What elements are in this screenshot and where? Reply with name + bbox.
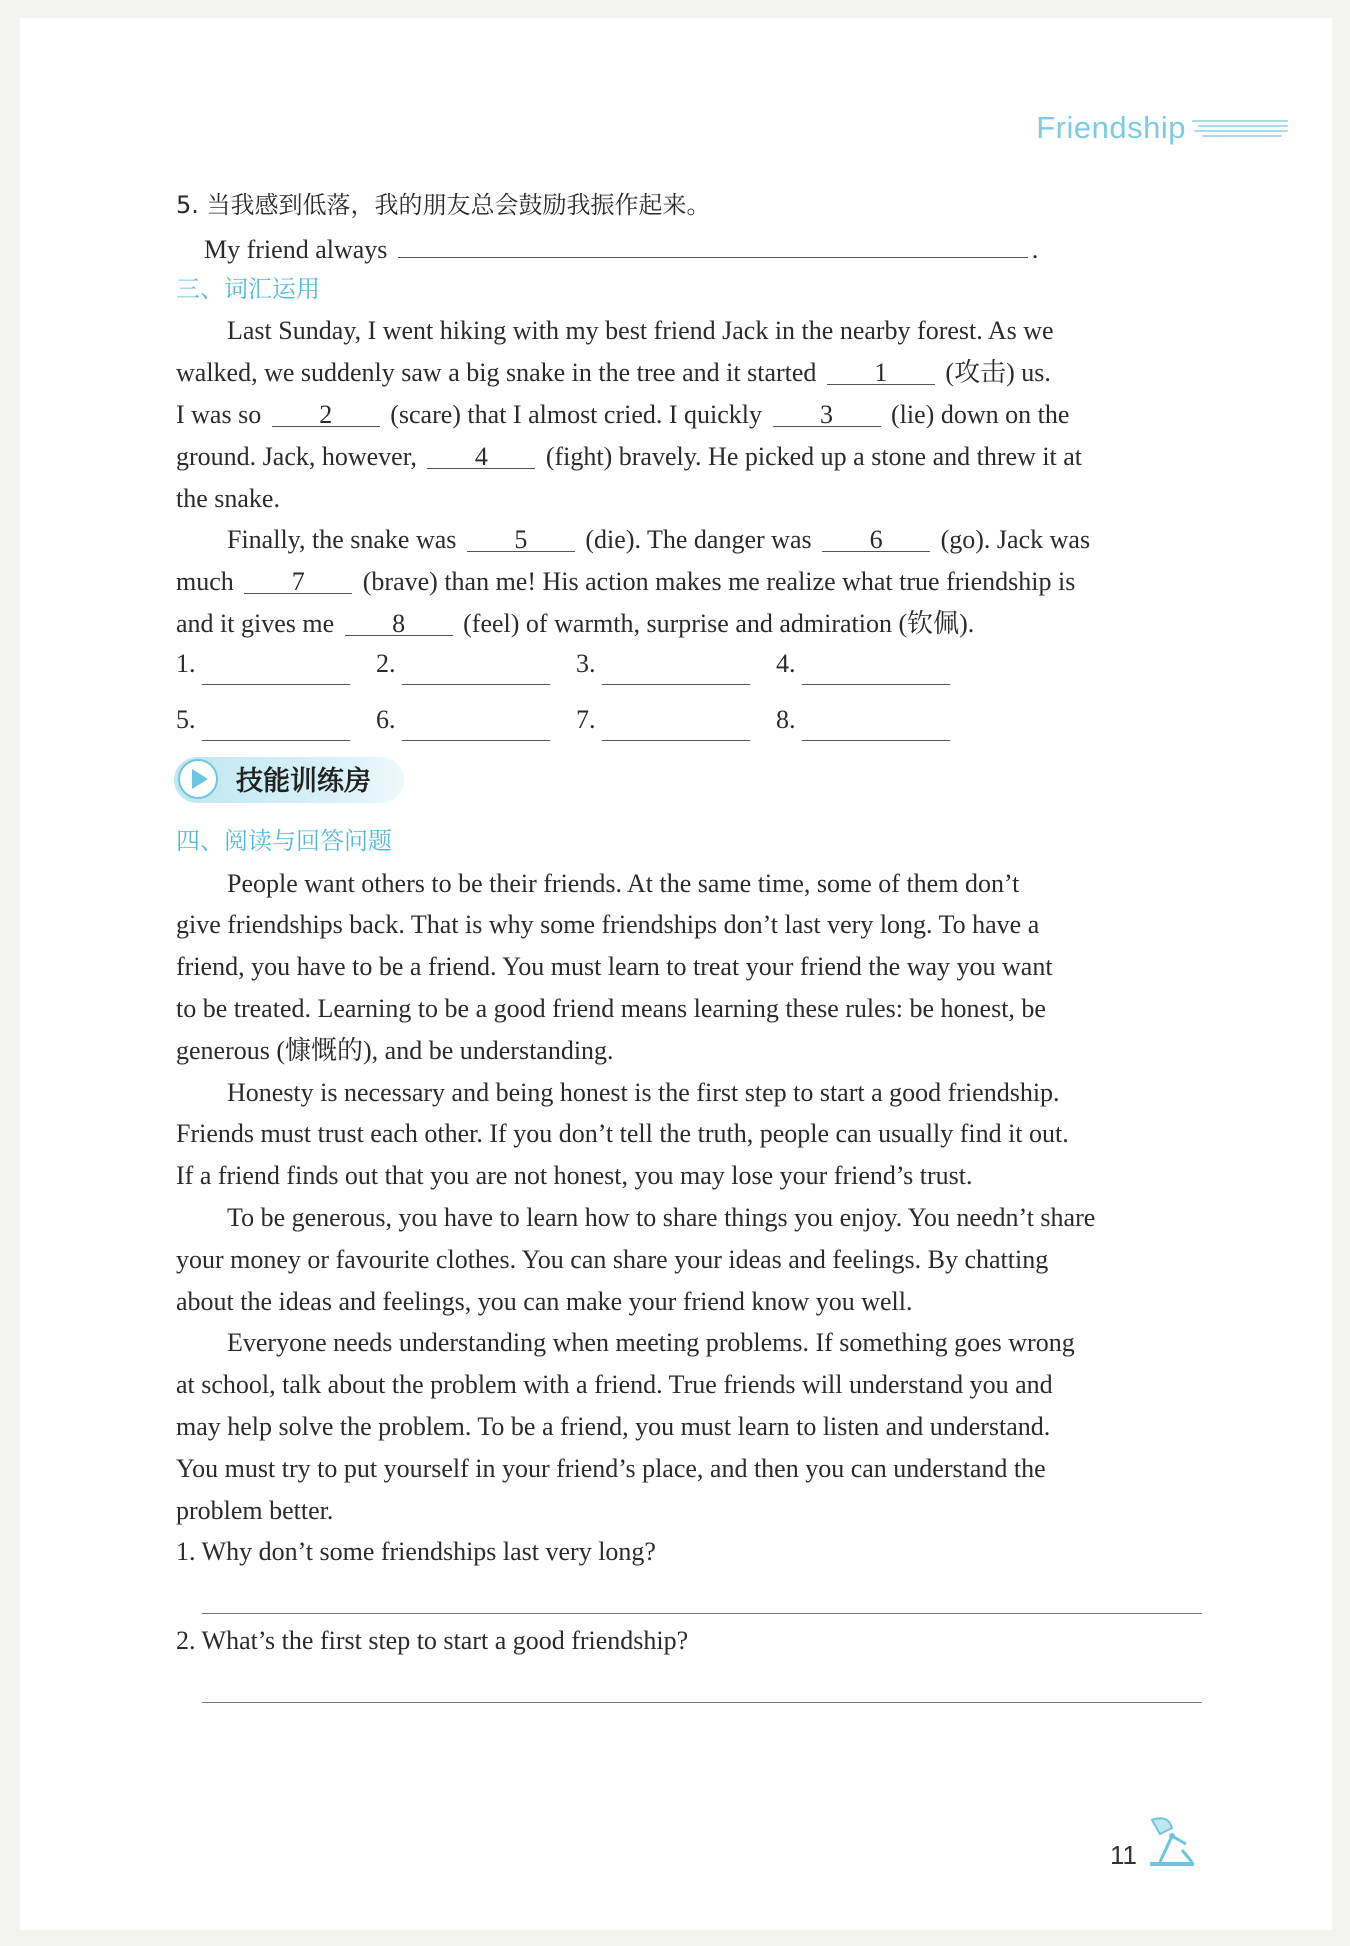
passage-text: (brave) than me! His action makes me realize what true friendship is [362, 567, 1076, 597]
passage-text: Finally, the snake was [227, 525, 457, 555]
passage-line [176, 352, 1206, 394]
reading-line: If a friend finds out that you are not honest, you may lose your friend’s trust. [176, 1161, 973, 1191]
passage-text: and it gives me [176, 608, 335, 638]
passage-line: Last Sunday, I went hiking with my best friend Jack in the nearby forest. As we [227, 316, 1054, 346]
reading-line: to be treated. Learning to be a good friend means learning these rules: be honest, be [176, 993, 1046, 1023]
answer-slot-1[interactable]: 1. [176, 643, 376, 685]
answer-slot-7[interactable]: 7. [576, 699, 776, 741]
translation-question-5: 5. 当我感到低落，我的朋友总会鼓励我振作起来。 [176, 191, 711, 219]
translation-prefix: My friend always [204, 234, 388, 264]
passage-text: (die). The danger was [585, 525, 812, 555]
passage-text: (scare) that I almost cried. I quickly [390, 399, 763, 429]
passage-line [176, 603, 1206, 645]
blank-8[interactable]: 8 [345, 605, 453, 636]
page-content [176, 180, 1206, 1703]
answer-slot-3[interactable]: 3. [576, 643, 776, 685]
reading-line: You must try to put yourself in your friend’s place, and then you can understand the [176, 1453, 1046, 1483]
blank-3[interactable]: 3 [773, 396, 881, 427]
passage-text: (攻击) us. [945, 358, 1051, 388]
reading-line: may help solve the problem. To be a friend, you must learn to listen and understand. [176, 1411, 1051, 1441]
reading-line: at school, talk about the problem with a friend. True friends will understand you and [176, 1370, 1053, 1400]
skills-banner [176, 751, 1206, 821]
reading-line: To be generous, you have to learn how to share things you enjoy. You needn’t share [227, 1202, 1096, 1232]
reading-line: Friends must trust each other. If you don’t tell the truth, people can usually find it out. [176, 1119, 1069, 1149]
answer-row-2 [176, 685, 1206, 741]
desk-lamp-icon [1142, 1810, 1202, 1875]
blank-7[interactable]: 7 [244, 563, 352, 594]
passage-text: walked, we suddenly saw a big snake in the tree and it started [176, 358, 817, 388]
reading-line: problem better. [176, 1495, 334, 1525]
skills-banner-title: 技能训练房 [236, 765, 371, 797]
translation-answer-blank[interactable] [398, 227, 1028, 258]
reading-line: give friendships back. That is why some friendships don’t last very long. To have a [176, 910, 1040, 940]
answer-slot-6[interactable]: 6. [376, 699, 576, 741]
answer-line-1[interactable] [202, 1573, 1202, 1614]
passage-line: the snake. [176, 483, 280, 513]
reading-line: People want others to be their friends. At the same time, some of them don’t [227, 868, 1020, 898]
question-1: 1. Why don’t some friendships last very long? [176, 1537, 656, 1567]
answer-slot-2[interactable]: 2. [376, 643, 576, 685]
chapter-title: Friendship [1036, 110, 1186, 145]
passage-text: (go). Jack was [940, 525, 1091, 555]
passage-text: I was so [176, 399, 262, 429]
blank-5[interactable]: 5 [467, 521, 575, 552]
blank-6[interactable]: 6 [822, 521, 930, 552]
reading-line: generous (慷慨的), and be understanding. [176, 1035, 614, 1065]
translation-end: . [1031, 234, 1039, 264]
blank-2[interactable]: 2 [272, 396, 380, 427]
passage-line [176, 519, 1206, 561]
reading-line: about the ideas and feelings, you can make your friend know you well. [176, 1286, 913, 1316]
blank-1[interactable]: 1 [827, 354, 935, 385]
translation-answer-line [176, 227, 1206, 269]
section-4-title: 四、阅读与回答问题 [176, 826, 392, 855]
passage-text: much [176, 567, 234, 597]
answer-slot-5[interactable]: 5. [176, 699, 376, 741]
header-stripes-decoration [1192, 118, 1292, 142]
page-number: 11 [1110, 1840, 1137, 1870]
answer-slot-8[interactable]: 8. [776, 699, 976, 741]
passage-text: (lie) down on the [891, 399, 1070, 429]
blank-4[interactable]: 4 [427, 438, 535, 469]
section-3-title: 三、词汇运用 [176, 274, 320, 303]
passage-text: ground. Jack, however, [176, 441, 417, 471]
reading-line: friend, you have to be a friend. You must learn to treat your friend the way you want [176, 952, 1053, 982]
passage-line [176, 436, 1206, 478]
answer-line-2[interactable] [202, 1662, 1202, 1703]
passage-line [176, 561, 1206, 603]
passage-line [176, 394, 1206, 436]
passage-text: (feel) of warmth, surprise and admiration (钦佩). [463, 608, 975, 638]
reading-line: Honesty is necessary and being honest is the first step to start a good friendship. [227, 1077, 1060, 1107]
answer-row-1 [176, 645, 1206, 685]
answer-slot-4[interactable]: 4. [776, 643, 976, 685]
passage-text: (fight) bravely. He picked up a stone and threw it at [545, 441, 1083, 471]
reading-line: Everyone needs understanding when meeting problems. If something goes wrong [227, 1328, 1075, 1358]
play-icon [178, 759, 218, 799]
question-2: 2. What’s the first step to start a good friendship? [176, 1626, 689, 1656]
reading-line: your money or favourite clothes. You can share your ideas and feelings. By chatting [176, 1244, 1049, 1274]
